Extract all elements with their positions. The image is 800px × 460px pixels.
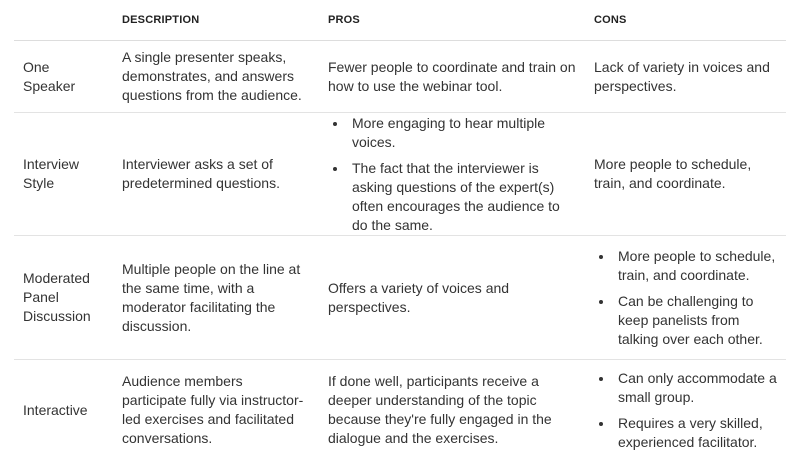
description-cell: Multiple people on the line at the same time, with a moderator facilitating the discussion.: [110, 236, 316, 360]
cons-cell: [584, 360, 786, 460]
header-pros: PROS: [316, 0, 584, 41]
list-item: • The fact that the interviewer is asking questions of the expert(s) often encourages the audience to do the same.: [348, 159, 578, 235]
list-item: • Requires a very skilled, experienced facilitator.: [614, 414, 780, 452]
pros-cell: Offers a variety of voices and perspectives.: [316, 236, 584, 360]
description-cell: Audience members participate fully via instructor-led exercises and facilitated conversations.: [122, 373, 304, 446]
table-row-one-speaker: [14, 41, 786, 113]
table-header: [14, 0, 786, 41]
table-row-interview-style: [14, 113, 786, 236]
pros-list: [328, 114, 578, 235]
description-cell: Interviewer asks a set of predetermined questions.: [110, 113, 316, 236]
pros-cell: [316, 113, 584, 236]
cons-cell: Lack of variety in voices and perspectives.: [584, 41, 786, 113]
webinar-formats-table: [14, 0, 786, 460]
header-approach: [14, 0, 110, 41]
table-body: [14, 41, 786, 460]
header-cons: CONS: [584, 0, 786, 41]
list-item: • Can only accommodate a small group.: [614, 369, 780, 407]
approach-cell: Interactive: [23, 401, 88, 418]
cons-cell: More people to schedule, train, and coordinate.: [584, 113, 786, 236]
pros-cell: If done well, participants receive a deeper understanding of the topic because they're fully engaged in the dialogue and the exercises.: [328, 373, 552, 446]
approach-cell: Moderated Panel Discussion: [14, 236, 110, 360]
approach-cell: One Speaker: [14, 41, 110, 113]
list-item: • More engaging to hear multiple voices.: [348, 114, 578, 152]
table-row-interactive: [14, 360, 786, 460]
description-cell: A single presenter speaks, demonstrates, and answers questions from the audience.: [110, 41, 316, 113]
pros-cell: Fewer people to coordinate and train on how to use the webinar tool.: [316, 41, 584, 113]
cons-list: [594, 247, 780, 349]
approach-cell: Interview Style: [14, 113, 110, 236]
cons-cell: [584, 236, 786, 360]
table-row-moderated-panel: [14, 236, 786, 360]
header-description: DESCRIPTION: [110, 0, 316, 41]
list-item: • Can be challenging to keep panelists from talking over each other.: [614, 292, 780, 349]
header-row: [14, 0, 786, 41]
list-item: • More people to schedule, train, and coordinate.: [614, 247, 780, 285]
cons-list: [594, 369, 780, 452]
